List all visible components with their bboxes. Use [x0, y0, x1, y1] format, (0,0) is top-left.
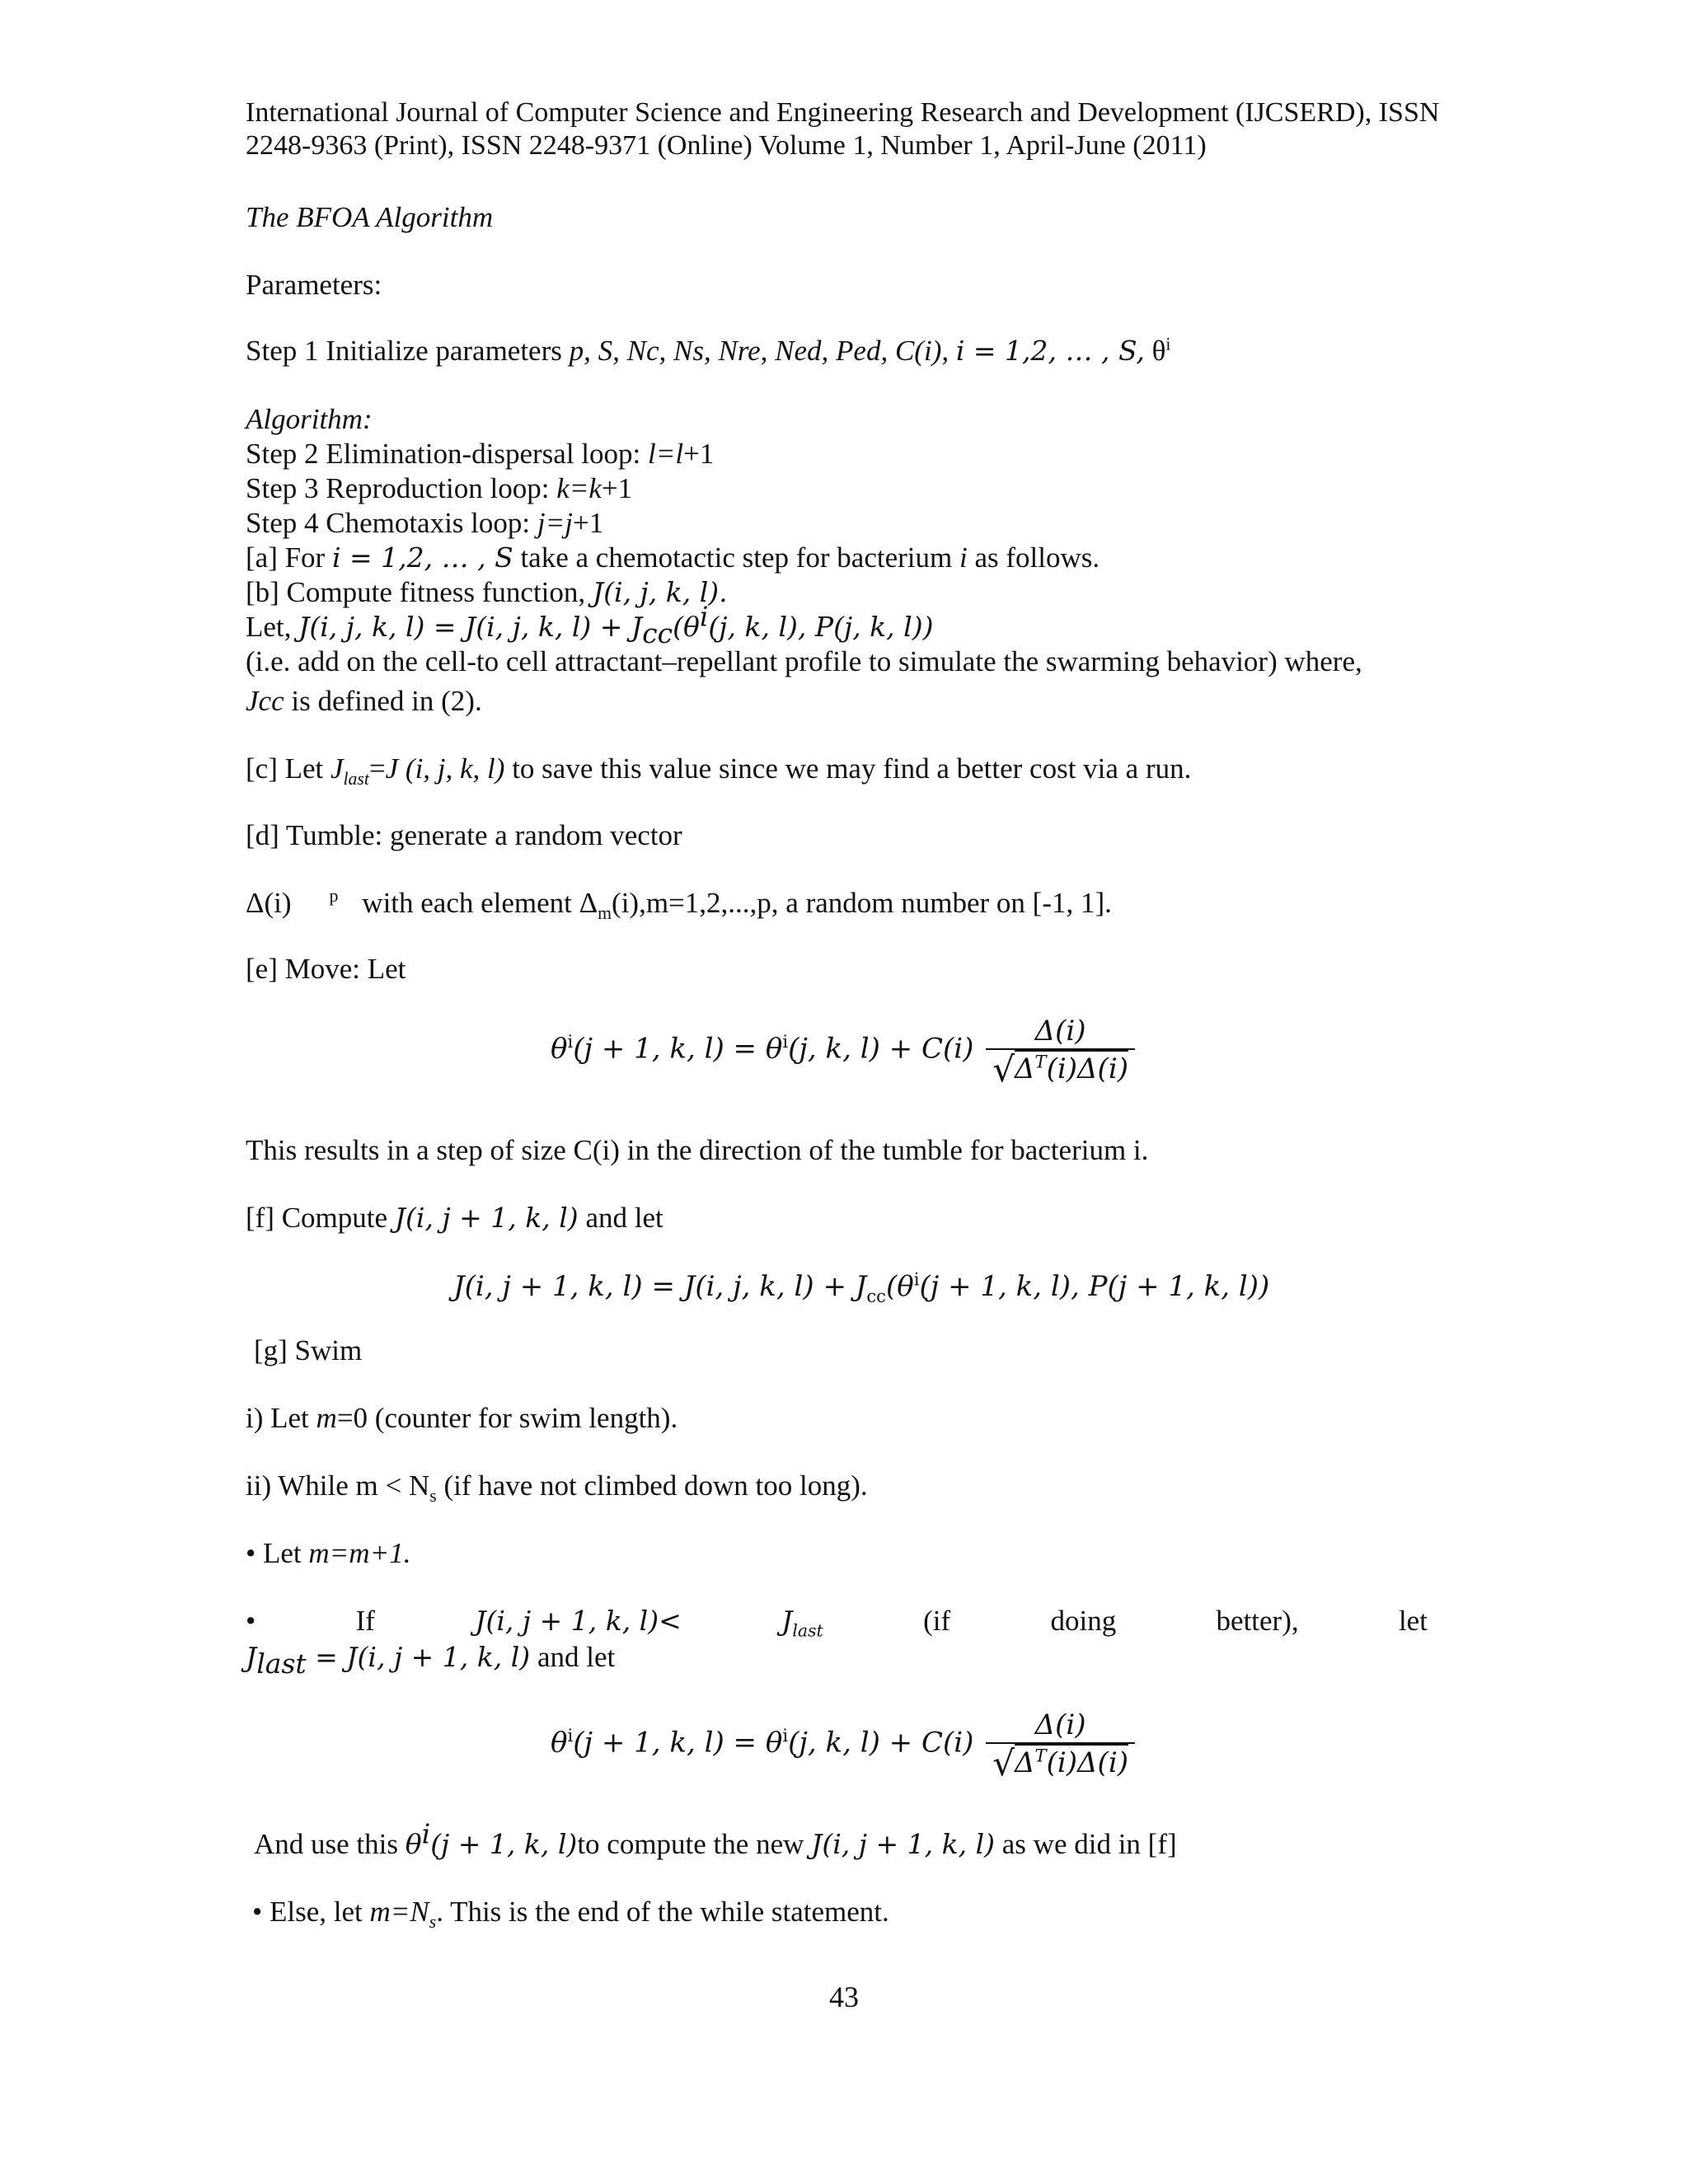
step-3-tail: +1: [601, 472, 633, 504]
g2-post: (if have not climbed down too long).: [436, 1469, 868, 1502]
g4-if: If: [355, 1605, 375, 1637]
step-1-theta: θ: [1151, 335, 1166, 367]
step-g-4-line-1: [246, 1604, 1428, 1641]
step-b-comma: ,: [578, 576, 593, 608]
delta-vector: Δ(i): [246, 887, 292, 919]
step-4: [246, 506, 603, 541]
move-denominator: [986, 1048, 1135, 1090]
step-c: [246, 752, 1192, 789]
step-f-post: and let: [578, 1202, 663, 1234]
step-b-let-sub: cc: [642, 617, 673, 649]
step-1-text: Step 1 Initialize parameters: [246, 335, 570, 367]
delta-sub: m: [598, 903, 612, 923]
move-fraction: [986, 1014, 1135, 1090]
sqrt-symbol: √: [992, 1049, 1015, 1090]
g4-w3: doing: [1050, 1605, 1117, 1637]
step-1-range: i = 1,2, … , S,: [955, 335, 1145, 367]
move2-lhs2: (j + 1, k, l) = θ: [573, 1726, 783, 1760]
move-lhs-sup: i: [567, 1031, 574, 1052]
step-1-theta-sup: i: [1165, 334, 1171, 354]
move-den-pre: Δ: [1014, 1052, 1035, 1085]
step-c-expr: J (i, j, k, l): [385, 752, 505, 785]
g3-bullet: • Let: [246, 1537, 309, 1569]
and-use-theta: θ: [405, 1828, 422, 1860]
step-g-2: [246, 1469, 868, 1506]
move2-lhs-sup: i: [567, 1725, 574, 1746]
f-formula-sub: cc: [866, 1285, 886, 1306]
g3-expr: m=m+1.: [308, 1537, 411, 1569]
step-b-let-expr: J(i, j, k, l) = J(i, j, k, l) + J: [298, 611, 643, 643]
move2-den-sup: T: [1034, 1745, 1047, 1766]
result-text: This results in a step of size C(i) in the direction of the tumble for bacterium i.: [246, 1134, 1149, 1166]
move2-den-pre: Δ: [1014, 1746, 1035, 1779]
step-g-3: [246, 1536, 410, 1571]
step-4-text: Step 4 Chemotaxis loop:: [246, 507, 537, 539]
g4-line2-expr: = J(i, j + 1, k, l): [306, 1641, 531, 1673]
else-var: m=N: [369, 1896, 429, 1928]
step-4-expr: j=j: [537, 507, 573, 539]
g2-pre: ii) While m < N: [246, 1469, 430, 1502]
step-a-post: as follows.: [967, 541, 1100, 574]
step-c-pre: [c] Let: [246, 752, 331, 785]
move-rhs2: (j, k, l) + C(i): [788, 1032, 974, 1066]
f-formula-sup: i: [913, 1268, 920, 1290]
g4-jlast-J: J: [781, 1605, 793, 1637]
step-a-range: i = 1,2, … , S: [331, 541, 513, 574]
move-rhs-sup: i: [782, 1031, 789, 1052]
f-formula-p2: (θ: [886, 1270, 914, 1303]
step-3-expr: k=k: [556, 472, 602, 504]
g4-line2-sub: last: [256, 1647, 307, 1680]
step-f: [246, 1201, 663, 1235]
step-c-post: to save this value since we may find a better cost via a run.: [504, 752, 1192, 785]
g4-bullet: •: [246, 1605, 256, 1637]
step-2-expr: l=l: [648, 438, 684, 470]
step-g: [g] Swim: [254, 1334, 363, 1366]
move2-den-text: [1015, 1744, 1128, 1779]
f-formula-p1: J(i, j + 1, k, l) = J(i, j, k, l) + J: [453, 1270, 867, 1303]
step-b: [246, 575, 728, 610]
move2-rhs2: (j, k, l) + C(i): [788, 1726, 974, 1760]
journal-header-line2: 2248-9363 (Print), ISSN 2248-9371 (Online) Volume 1, Number 1, April-June (2011): [246, 130, 1207, 161]
move2-rhs-sup: i: [782, 1725, 789, 1746]
g1-post: =0 (counter for swim length).: [336, 1402, 678, 1434]
ie-line-2-var: Jcc: [246, 685, 284, 717]
move-den-sup: T: [1034, 1051, 1047, 1072]
step-a-var: i: [959, 541, 968, 574]
step-a-mid: take a chemotactic step for bacterium: [513, 541, 959, 574]
step-b-let-expr3: (j, k, l), P(j, k, l)): [708, 611, 934, 643]
step-f-pre: [f] Compute: [246, 1202, 395, 1234]
g1-var: m: [316, 1402, 337, 1434]
ie-line-2: [246, 684, 482, 719]
move-num-text: Δ(i): [1034, 1015, 1086, 1047]
step-g-1: [246, 1401, 678, 1436]
move-lhs2: (j + 1, k, l) = θ: [573, 1032, 783, 1066]
section-title: The BFOA Algorithm: [246, 201, 494, 233]
g2-sub: s: [429, 1486, 437, 1506]
g4-line2-post: and let: [530, 1641, 616, 1673]
else-sub: s: [429, 1912, 437, 1932]
and-use-mid: to compute the new: [577, 1828, 812, 1860]
ie-line-1: (i.e. add on the cell-to cell attractant–repellant profile to simulate the swarming behavior) where,: [246, 645, 1362, 677]
step-d: [d] Tumble: generate a random vector: [246, 819, 682, 851]
g4-w4: better),: [1216, 1605, 1299, 1637]
step-4-tail: +1: [572, 507, 604, 539]
and-use-post: as we did in [f]: [995, 1828, 1177, 1860]
step-b-expr: J(i, j, k, l).: [592, 576, 728, 608]
and-use-pre: And use this: [254, 1828, 406, 1860]
move-formula-2: [551, 1708, 1135, 1781]
and-use-line: [254, 1817, 1177, 1862]
and-use-expr2: J(i, j + 1, k, l): [811, 1828, 996, 1860]
step-a: [246, 541, 1100, 575]
parameters-label: Parameters:: [246, 269, 382, 301]
delta-line: [246, 886, 1112, 921]
and-use-expr: (j + 1, k, l): [430, 1828, 578, 1860]
delta-text2: (i),m=1,2,...,p, a random number on [-1, 1].: [612, 887, 1112, 919]
step-b-let-sup: i: [699, 600, 709, 633]
g4-expr: J(i, j + 1, k, l)<: [475, 1605, 682, 1637]
move2-denominator: [986, 1742, 1135, 1781]
move-lhs: θ: [551, 1032, 568, 1066]
move-den-text: [1015, 1050, 1128, 1085]
page-number: 43: [829, 1980, 859, 2013]
step-a-pre: [a] For: [246, 541, 332, 574]
g4-jlast: [781, 1604, 823, 1641]
step-b-let-label: Let,: [246, 611, 299, 643]
sqrt-symbol-2: √: [992, 1743, 1015, 1783]
step-b-let-expr2: (θ: [673, 611, 700, 643]
f-formula-p3: (j + 1, k, l), P(j + 1, k, l)): [919, 1270, 1270, 1303]
g4-jlast-sub: last: [792, 1620, 823, 1641]
move2-fraction: [986, 1708, 1135, 1781]
else-pre: • Else, let: [252, 1896, 370, 1928]
move2-numerator: [986, 1708, 1135, 1742]
move2-lhs: θ: [551, 1726, 568, 1760]
ie-line-2-text: is defined in (2).: [284, 685, 482, 717]
else-post: . This is the end of the while statement.: [436, 1896, 889, 1928]
step-3-text: Step 3 Reproduction loop:: [246, 472, 557, 504]
step-1: [246, 334, 1170, 368]
and-use-sup: i: [421, 1817, 431, 1850]
g4-line2-J: J: [246, 1641, 257, 1673]
step-1-params: p, S, Nc, Ns, Nre, Ned, Ped, C(i),: [569, 335, 950, 367]
step-c-sub: last: [343, 769, 369, 789]
algorithm-label: Algorithm:: [246, 403, 373, 435]
step-b-let: [246, 600, 934, 649]
delta-sup: p: [329, 885, 339, 907]
move2-den-post: (i)Δ(i): [1046, 1746, 1128, 1779]
step-c-J: J: [330, 752, 344, 785]
step-3: [246, 471, 632, 506]
step-g-4-line-2: [246, 1640, 616, 1680]
f-formula: [453, 1269, 1269, 1304]
move2-num-text: Δ(i): [1034, 1708, 1086, 1741]
step-2-tail: +1: [683, 438, 715, 470]
step-2: [246, 437, 714, 471]
g1-pre: i) Let: [246, 1402, 316, 1434]
delta-text: with each element Δ: [362, 887, 598, 919]
g4-w2: (if: [923, 1605, 951, 1637]
move-den-post: (i)Δ(i): [1046, 1052, 1128, 1085]
g4-w5: let: [1398, 1605, 1428, 1637]
else-line: [252, 1895, 889, 1932]
move-formula: [551, 1014, 1135, 1090]
step-2-text: Step 2 Elimination-dispersal loop:: [246, 438, 649, 470]
move-numerator: [986, 1014, 1135, 1048]
step-f-expr: J(i, j + 1, k, l): [394, 1202, 579, 1234]
step-c-eq: =: [368, 752, 386, 785]
journal-header-line1: International Journal of Computer Science and Engineering Research and Development (IJCSERD), ISSN: [246, 97, 1440, 128]
step-e: [e] Move: Let: [246, 953, 406, 985]
step-b-pre: [b] Compute fitness function: [246, 576, 579, 608]
